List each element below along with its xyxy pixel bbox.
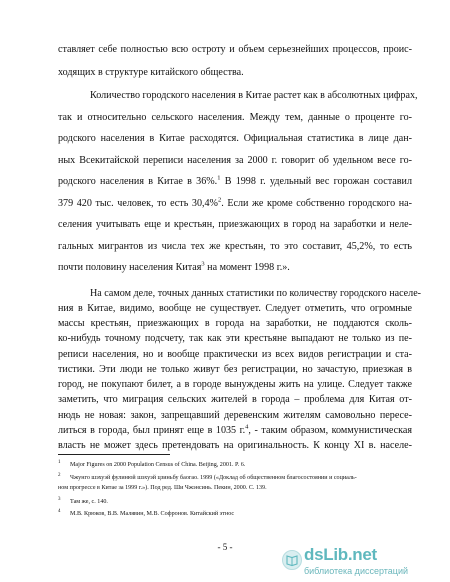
paragraph-3-line-10 — [58, 425, 412, 437]
paragraph-3-line-11: власть не может здесь претендовать на оригинальность. К концу XI в. населе- — [58, 440, 412, 451]
footnote-separator — [58, 454, 170, 455]
p3-l10-text-b: , - таким образом, коммунистическая — [248, 424, 412, 436]
paragraph-3-line-6: тистики. Эти люди не только живут без регистрации, но зачастую, приезжая в — [58, 363, 412, 375]
paragraph-3-line-5: реписи населения, но и вообще практически из всех видов регистрации и ста- — [58, 348, 412, 360]
footnote-number: 3 — [58, 496, 61, 502]
paragraph-3-line-1: На самом деле, точных данных статистики по количеству городского населе- — [90, 287, 422, 299]
paragraph-3-line-9: нюдь не новая: закон, запрещавший деревенским жителям самовольно пересе- — [58, 409, 412, 421]
paragraph-1-line-1: ставляет себе полностью всю остроту и объем серьезнейших процессов, проис- — [58, 44, 412, 55]
p2-l6-text-a: 379 420 тыс. человек, то есть 30,4% — [58, 197, 218, 209]
paragraph-3-line-4: ко-нибудь точному подсчету, так как эти крестьяне выпадают не только из пе- — [58, 333, 412, 345]
paragraph-3-line-8: заметить, что миграция сельских жителей в города – проблема для Китая от- — [58, 394, 412, 406]
p2-l9-text-b: на момент 1998 г.». — [204, 262, 290, 273]
paragraph-2-line-3: родского населения в Китае расходятся. Официальная статистика в лице дан- — [58, 133, 412, 144]
footnote-number: 4 — [58, 508, 61, 514]
paragraph-2-line-7: селения учитывать еще и крестьян, приезжающих в город на заработки и неле- — [58, 219, 412, 230]
p2-l9-text-a: почти половину населения Китая — [58, 262, 202, 273]
paragraph-2-line-8: гальных мигрантов из числа тех же крестьян, то это составит, 45,2%, то есть — [58, 240, 412, 252]
footnote-text: Там же, с. 140. — [70, 499, 108, 505]
p2-l5-text-a: родского населения в Китае в 36%. — [58, 176, 218, 187]
footnote-number: 2 — [58, 472, 61, 478]
page-number: - 5 - — [217, 542, 233, 552]
paragraph-3-line-7: город, не покупают билет, а в городе вынуждены жить на улице. Следует также — [58, 379, 412, 390]
footnote-ref-1: 1 — [217, 174, 221, 182]
footnote-text: Чжунго шэхуэй фулинюй шэхуэй цзиньбу баогао. 1999 («Доклад об общественном благосостоянии и социаль- — [70, 475, 357, 481]
footnote-2-continued — [58, 485, 414, 493]
footnote-text: М.В. Крюков, В.В. Малявин, М.В. Софронов. Китайский этнос — [70, 511, 235, 517]
footnote-3 — [58, 496, 414, 507]
footnote-2 — [58, 472, 414, 483]
paragraph-3-line-2: ния в Китае, видимо, вообще не существует. Следует отметить, что огромные — [58, 302, 412, 314]
footnote-ref-3: 3 — [201, 260, 205, 268]
paragraph-2-line-2: так и относительно сельского населения. Между тем, данные о проценте го- — [58, 111, 412, 123]
paragraph-3-line-3: массы крестьян, приезжающих в города на заработки, не поддаются сколь- — [58, 318, 412, 329]
footnote-number: 1 — [58, 459, 61, 465]
footnote-ref-4: 4 — [245, 423, 249, 431]
p2-l6-text-b: . Если же кроме собственно городского на- — [221, 197, 412, 209]
paragraph-2-line-1: Количество городского населения в Китае растет как в абсолютных цифрах, — [90, 90, 418, 101]
watermark-subtitle: библиотека диссертаций — [304, 566, 409, 576]
footnote-ref-2: 2 — [217, 196, 222, 204]
footnote-4 — [58, 508, 414, 519]
site-watermark — [282, 545, 442, 579]
p2-l5-text-b: В 1998 г. удельный вес горожан составил — [220, 176, 412, 187]
paragraph-1-line-2: ходящих в структуре китайского общества. — [58, 67, 244, 78]
paragraph-2-line-4: ных Всекитайской переписи населения за 2000 г. говорит об удельном весе го- — [58, 154, 412, 166]
footnote-1 — [58, 459, 414, 470]
footnote-text: ном прогрессе в Китае за 1999 г.»). Под ред. Ши Чжэнсинь. Пекин, 2000. С. 139. — [58, 485, 267, 491]
watermark-site-name: dsLib.net — [304, 545, 377, 564]
p3-l10-text-a: литься в города, был принят еще в 1035 г. — [58, 424, 246, 436]
book-icon — [282, 550, 302, 570]
footnote-text: Major Figures on 2000 Population Census of China. Beijing, 2001. P. 6. — [70, 462, 246, 468]
